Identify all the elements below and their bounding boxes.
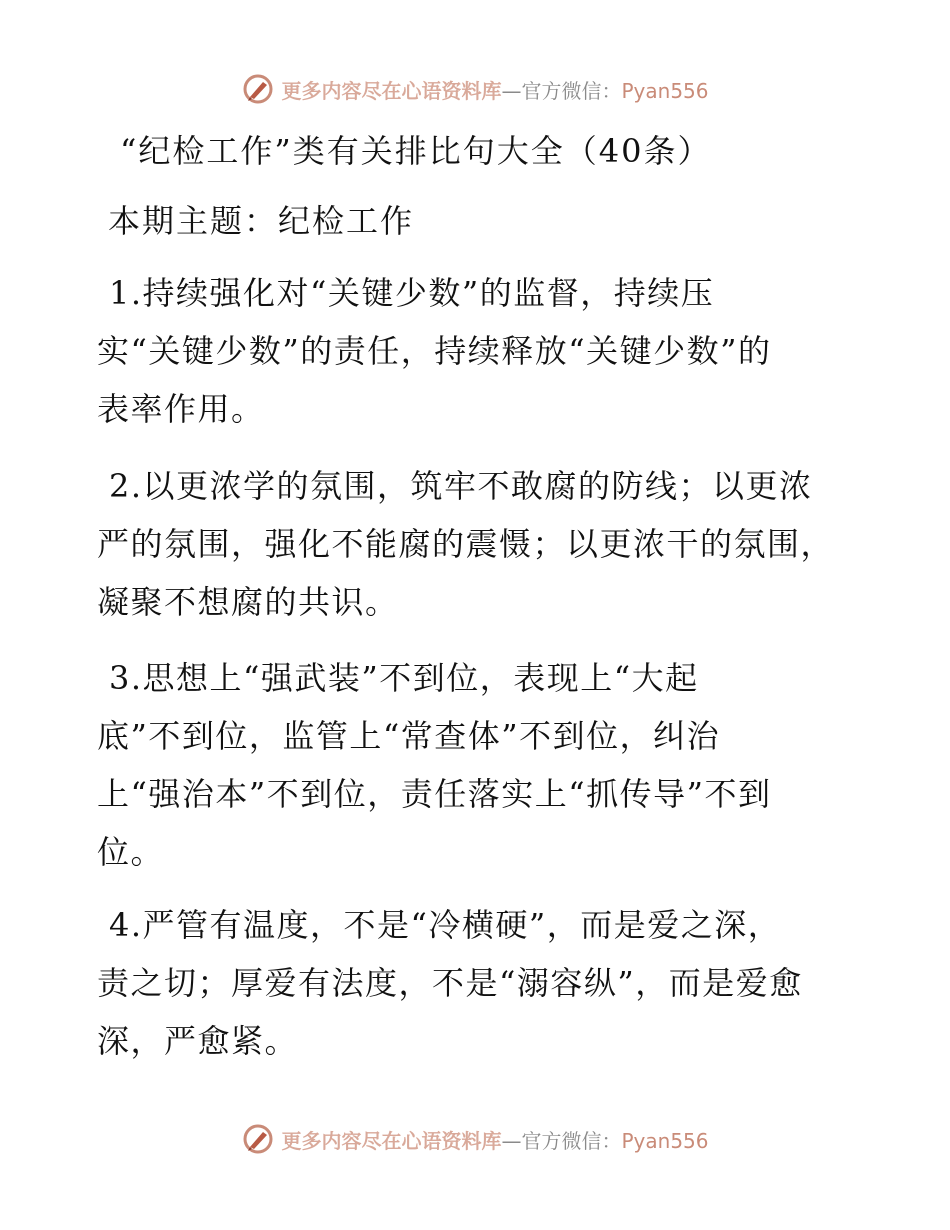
item-line: 上“强治本”不到位，责任落实上“抓传导”不到 [97, 775, 772, 813]
item-line: 严的氛围，强化不能腐的震慑；以更浓干的氛围， [97, 525, 835, 563]
watermark-official: —官方微信： [501, 78, 622, 103]
item-line: 表率作用。 [97, 390, 265, 428]
watermark-text [281, 75, 708, 104]
watermark-official: —官方微信： [501, 1128, 622, 1153]
watermark-brand: 更多内容尽在心语资料库 [281, 78, 502, 103]
item-line: 1.持续强化对“关键少数”的监督，持续压 [109, 274, 715, 312]
watermark-id: Pyan556 [621, 78, 709, 103]
watermark-brand: 更多内容尽在心语资料库 [281, 1128, 502, 1153]
item-line: 3.思想上“强武装”不到位，表现上“大起 [109, 659, 699, 697]
item-line: 实“关键少数”的责任，持续释放“关键少数”的 [97, 332, 772, 370]
item-line: 位。 [97, 833, 165, 871]
list-item-4 [97, 896, 867, 1070]
item-line: 凝聚不想腐的共识。 [97, 583, 399, 621]
item-line: 底”不到位，监管上“常查体”不到位，纠治 [97, 717, 721, 755]
watermark-text [281, 1125, 708, 1154]
footer-watermark [0, 1122, 950, 1156]
list-item-2 [97, 457, 867, 631]
list-item-3 [97, 649, 867, 881]
item-line: 责之切；厚爱有法度，不是“溺容纵”，而是爱愈 [97, 964, 803, 1002]
pen-logo-icon [241, 1122, 275, 1156]
pen-logo-icon [241, 72, 275, 106]
item-line: 2.以更浓学的氛围，筑牢不敢腐的防线；以更浓 [109, 467, 813, 505]
item-line: 深，严愈紧。 [97, 1022, 299, 1060]
document-subtitle: 本期主题：纪检工作 [108, 202, 415, 240]
watermark-id: Pyan556 [621, 1128, 709, 1153]
document-title: “纪检工作”类有关排比句大全（40条） [120, 132, 712, 170]
list-item-1 [97, 264, 867, 438]
header-watermark [0, 72, 950, 106]
item-line: 4.严管有温度，不是“冷横硬”，而是爱之深， [109, 906, 782, 944]
